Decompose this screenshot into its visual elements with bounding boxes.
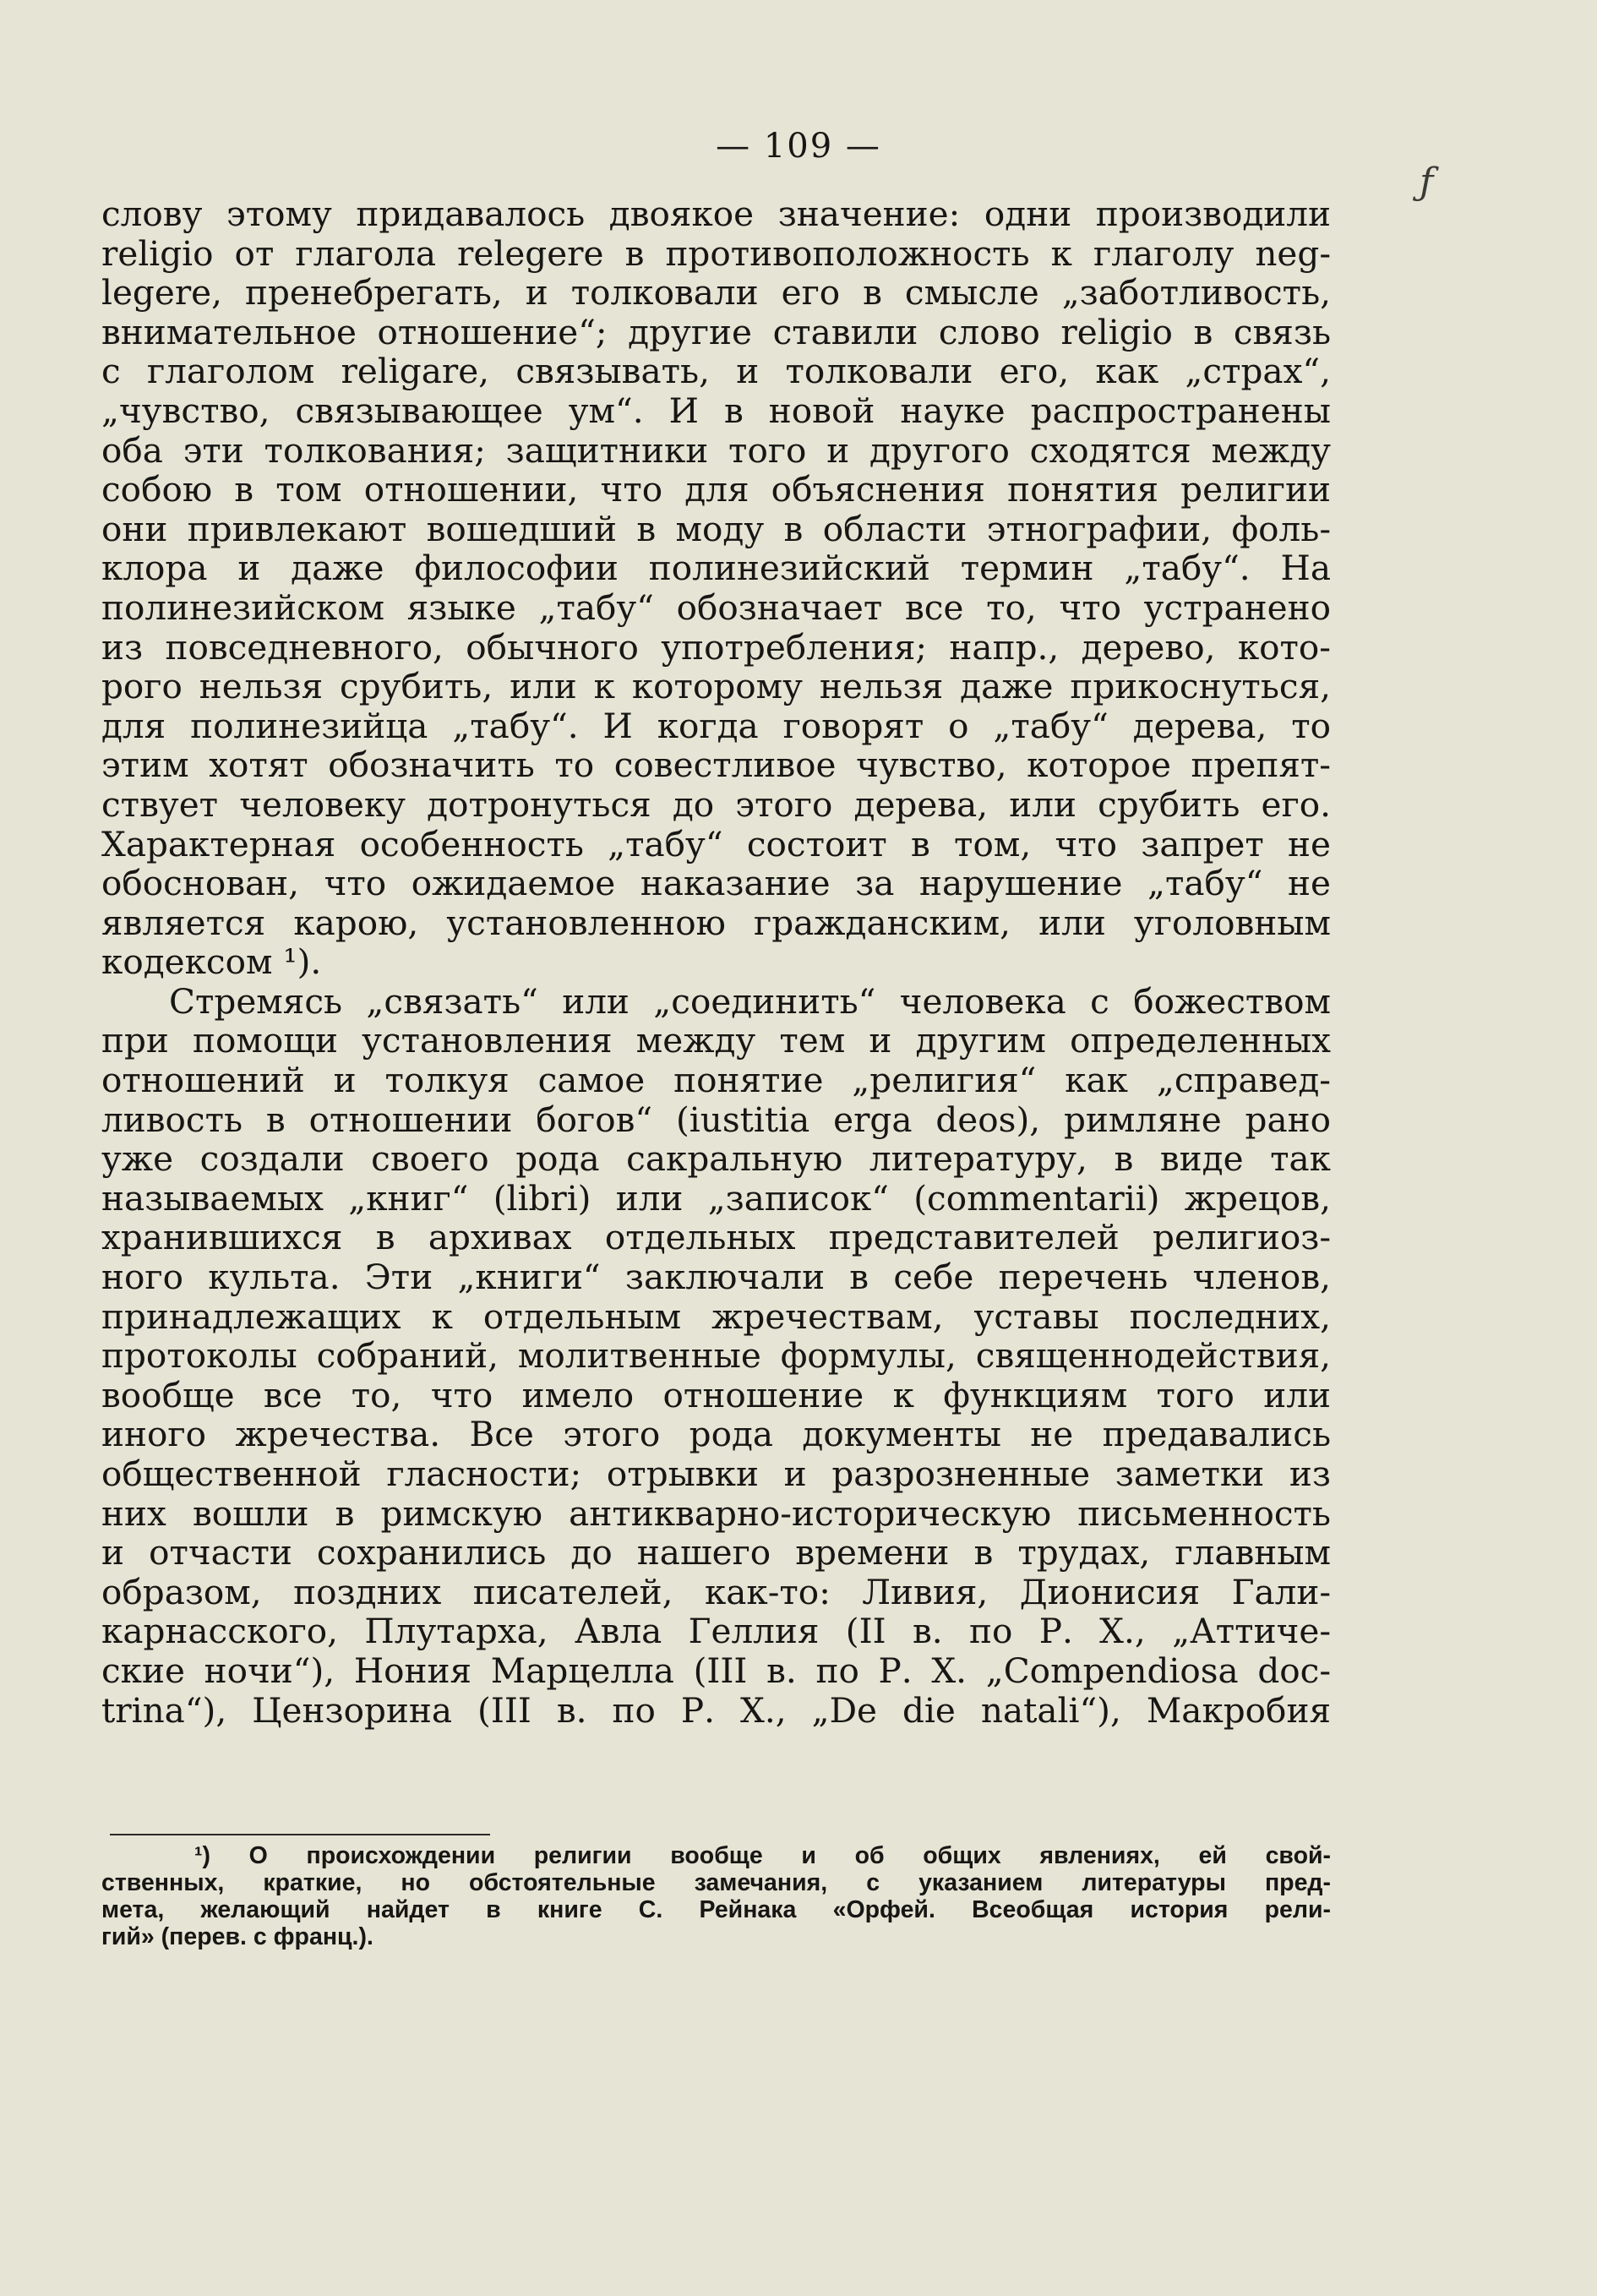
- text-line: ного культа. Эти „книги“ заключали в себе перечень членов,: [101, 1257, 1331, 1298]
- text-line: этим хотят обозначить то совестливое чувство, которое препят-: [101, 744, 1331, 786]
- text-line: иного жречества. Все этого рода документы не предавались: [101, 1414, 1331, 1455]
- text-line: и отчасти сохранились до нашего времени в трудах, главным: [101, 1532, 1331, 1573]
- text-line: уже создали своего рода сакральную литературу, в виде так: [101, 1138, 1331, 1180]
- text-line: ские ночи“), Нония Марцелла (III в. по Р. Х. „Compendiosa doc-: [101, 1650, 1331, 1691]
- text-line: обоснован, что ожидаемое наказание за нарушение „табу“ не: [101, 863, 1331, 904]
- text-line: при помощи установления между тем и другим определенных: [101, 1020, 1331, 1061]
- text-line: отношений и толкуя самое понятие „религия“ как „справед-: [101, 1060, 1331, 1101]
- text-line: для полинезийца „табу“. И когда говорят о „табу“ дерева, то: [101, 705, 1331, 746]
- footnote: [101, 1842, 1331, 1950]
- footnote-line: ¹) О происхождении религии вообще и об общих явлениях, ей свой-: [194, 1842, 1331, 1869]
- text-line: trina“), Цензорина (III в. по Р. Х., „De die natali“), Макробия: [101, 1689, 1331, 1731]
- text-line: клора и даже философии полинезийский термин „табу“. На: [101, 548, 1331, 589]
- text-line: хранившихся в архивах отдельных представителей религиоз-: [101, 1217, 1331, 1258]
- text-line: общественной гласности; отрывки и разрозненные заметки из: [101, 1453, 1331, 1494]
- text-line: карнасского, Плутарха, Авла Геллия (II в. по Р. Х., „Аттиче-: [101, 1611, 1331, 1652]
- text-line: собою в том отношении, что для объяснения понятия религии: [101, 469, 1331, 510]
- text-line: них вошли в римскую антикварно-историческую письменность: [101, 1492, 1331, 1534]
- text-line: вообще все то, что имело отношение к функциям того или: [101, 1374, 1331, 1415]
- text-line: с глаголом religare, связывать, и толковали его, как „страх“,: [101, 351, 1331, 392]
- text-line: внимательное отношение“; другие ставили слово religio в связь: [101, 311, 1331, 352]
- text-line: рого нельзя срубить, или к которому нельзя даже прикоснуться,: [101, 666, 1331, 707]
- text-line: кодексом ¹).: [101, 941, 322, 983]
- text-line: называемых „книг“ (libri) или „записок“ (commentarii) жрецов,: [101, 1177, 1331, 1219]
- text-line: ствует человеку дотронуться до этого дерева, или срубить его.: [101, 783, 1331, 825]
- text-line: слову этому придавалось двоякое значение: одни производили: [101, 194, 1331, 234]
- footnote-line: ственных, краткие, но обстоятельные замечания, с указанием литературы пред-: [101, 1869, 1331, 1896]
- footnote-line: мета, желающий найдет в книге С. Рейнака «Орфей. Всеобщая история рели-: [101, 1896, 1331, 1923]
- text-line: образом, поздних писателей, как-то: Ливия, Дионисия Гали-: [101, 1571, 1331, 1612]
- margin-pencil-mark: ƒ: [1420, 161, 1434, 204]
- text-line: ливость в отношении богов“ (iustitia erga deos), римляне рано: [101, 1099, 1331, 1140]
- text-line: протоколы собраний, молитвенные формулы, священнодействия,: [101, 1335, 1331, 1377]
- text-line: religio от глагола relegere в противоположность к глаголу neg-: [101, 232, 1331, 274]
- text-line: „чувство, связывающее ум“. И в новой науке распространены: [101, 390, 1331, 431]
- main-text: [101, 194, 1331, 1730]
- text-line: принадлежащих к отдельным жречествам, уставы последних,: [101, 1295, 1331, 1337]
- footnote-line: гий» (перев. с франц.).: [101, 1923, 373, 1950]
- text-line: полинезийском языке „табу“ обозначает все то, что устранено: [101, 586, 1331, 628]
- text-line: оба эти толкования; защитники того и другого сходятся между: [101, 429, 1331, 471]
- text-line: Характерная особенность „табу“ состоит в том, что запрет не: [101, 823, 1331, 864]
- text-line: из повседневного, обычного употребления; напр., дерево, кото-: [101, 626, 1331, 668]
- page-number: — 109 —: [716, 127, 881, 166]
- text-line: Стремясь „связать“ или „соединить“ человека с божеством: [169, 980, 1331, 1022]
- footnote-divider: [110, 1834, 490, 1835]
- text-line: они привлекают вошедший в моду в области этнографии, фоль-: [101, 508, 1331, 549]
- text-line: legere, пренебрегать, и толковали его в смысле „заботливость,: [101, 272, 1331, 314]
- text-line: является карою, установленною гражданским, или уголовным: [101, 902, 1331, 943]
